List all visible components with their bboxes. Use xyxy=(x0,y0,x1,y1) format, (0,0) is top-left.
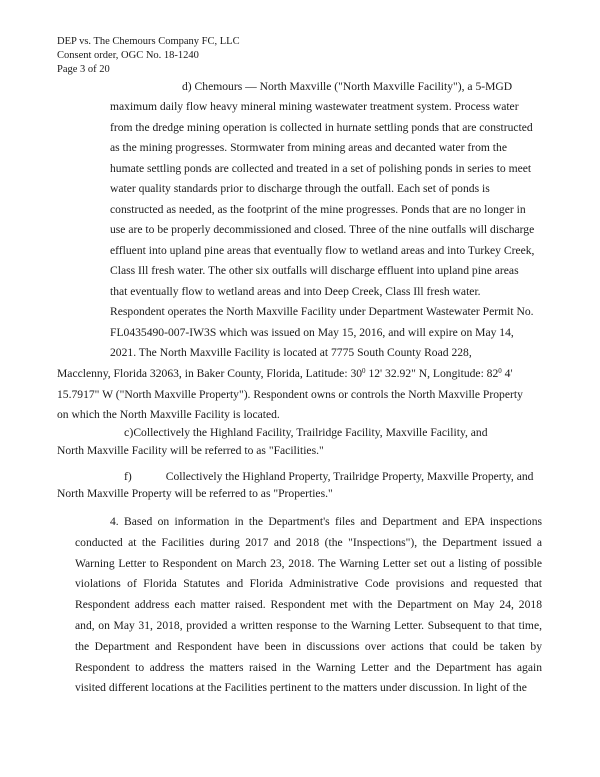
item-d-line: use are to be properly decommissioned and closed. Three of the nine outfalls will discharge xyxy=(110,223,535,236)
item-f-text: Collectively the Highland Property, Trailridge Property, Maxville Property, and xyxy=(165,470,534,483)
item-d-line: maximum daily flow heavy mineral mining wastewater treatment system. Process water xyxy=(110,100,519,113)
item-f-second-line xyxy=(57,484,542,505)
paragraph-4-line: Respondent to address the matters raised in the Warning Letter and the Department has again xyxy=(75,660,542,674)
item-d-text-start: d) Chemours — North Maxville ("North Maxville Facility"), a 5-MGD xyxy=(182,80,513,93)
degree-sup-b: 0 xyxy=(498,367,502,375)
item-d-line: humate settling ponds are collected and treated in a set of polishing ponds in series to meet xyxy=(110,161,532,175)
item-e-text: Collectively the Highland Facility, Trailridge Facility, Maxville Facility, and xyxy=(133,426,488,439)
paragraph-4-line: violations of Florida Statutes and Florida Administrative Code provisions and requested that xyxy=(75,577,542,591)
coord-text-c: 4' xyxy=(501,367,513,380)
item-d-line: as the mining progresses. Stormwater from mining areas and decanted water from the xyxy=(110,141,507,154)
item-e-text-line2: North Maxville Facility will be referred to as "Facilities." xyxy=(57,444,324,457)
paragraph-number: 4. xyxy=(110,515,119,528)
item-d-line: water quality standards prior to discharge through the outfall. Each set of ponds is xyxy=(110,182,490,195)
item-d-line: Respondent operates the North Maxville Facility under Department Wastewater Permit No. xyxy=(110,305,534,318)
paragraph-4-text: Based on information in the Department's files and Department and EPA inspections xyxy=(118,515,542,528)
item-d-line: 2021. The North Maxville Facility is located at 7775 South County Road 228, xyxy=(110,346,472,359)
item-d-line: FL0435490-007-IW3S which was issued on May 15, 2016, and will expire on May 14, xyxy=(110,325,514,339)
item-d-line: effluent into upland pine areas that eventually flow to wetland areas and into Turkey Creek, xyxy=(110,243,535,257)
paragraph-4 xyxy=(75,512,542,699)
item-e-label: c) xyxy=(124,425,134,439)
paragraph-4-line: conducted at the Facilities during 2017 and 2018 (the "Inspections"), the Department issued a xyxy=(75,535,542,549)
paragraph-4-line: and, on May 31, 2018, provided a written response to the Warning Letter. Subsequent to that time, xyxy=(75,618,542,632)
item-f-label: f) xyxy=(124,470,132,483)
order-number: Consent order, OGC No. 18-1240 xyxy=(57,50,199,61)
item-d-continuation xyxy=(57,364,542,426)
coord-text-a: Macclenny, Florida 32063, in Baker County, Florida, Latitude: 30 xyxy=(57,367,363,380)
item-d-line: Class Ill fresh water. The other six outfalls will discharge effluent into upland pine areas xyxy=(110,264,519,277)
item-d-body xyxy=(110,97,542,364)
paragraph-4-line xyxy=(110,512,542,533)
item-e-second-line xyxy=(57,441,542,462)
paragraph-4-line: Respondent address each matter raised. Respondent met with the Department on May 24, 2018 xyxy=(75,598,542,612)
item-d-line: that eventually flow to wetland areas and into Deep Creek, Class Ill fresh water. xyxy=(110,284,481,298)
degree-sup-a: 0 xyxy=(362,367,366,375)
case-title: DEP vs. The Chemours Company FC, LLC xyxy=(57,36,240,47)
item-d-line: constructed as needed, as the footprint of the mine progresses. Ponds that are no longer in xyxy=(110,202,526,216)
item-d-line: on which the North Maxville Facility is located. xyxy=(57,408,280,421)
coordinates-line xyxy=(57,364,542,385)
item-d-first-line xyxy=(182,77,512,98)
item-f-text-line2: North Maxville Property will be referred to as "Properties." xyxy=(57,487,333,500)
item-d-line: from the dredge mining operation is collected in hurnate settling ponds that are constructed xyxy=(110,120,533,134)
document-header xyxy=(57,35,240,77)
item-d-line: 15.7917" W ("North Maxville Property"). Respondent owns or controls the North Maxville Property xyxy=(57,387,523,401)
paragraph-4-line: Warning Letter to Respondent on March 23, 2018. The Warning Letter set out a listing of possible xyxy=(75,556,542,570)
paragraph-4-line: the Department and Respondent have been in discussions over actions that could be taken by xyxy=(75,639,542,653)
paragraph-4-line: visited different locations at the Facilities pertinent to the matters under discussion. In light of the xyxy=(75,681,527,695)
page-number: Page 3 of 20 xyxy=(57,64,110,75)
coord-text-b: 12' 32.92" N, Longitude: 82 xyxy=(365,367,499,380)
